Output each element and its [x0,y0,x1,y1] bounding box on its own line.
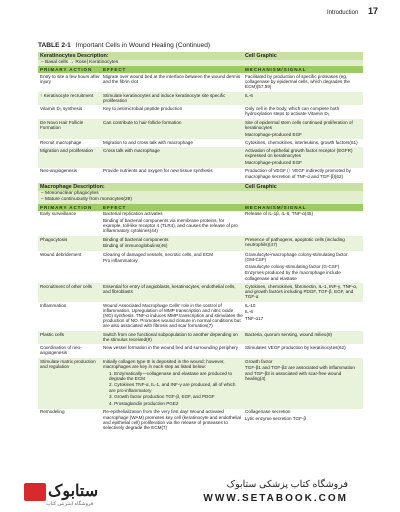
effect-cell-text: 2. Cytokines TNF-α, IL-1, and INF-γ are produced, all of which are pro-inflammatory [109,382,236,393]
mechanism-cell [245,93,361,105]
logo-text: ستابوک [48,483,99,500]
table-row [38,251,363,283]
mechanism-cell-text: TNF-α17 [245,315,264,321]
mechanism-cell-text: Presence of pathogens, apoptotic cells (including neutrophils)(47) [245,236,345,247]
mechanism-cell-text: IL-6 [245,92,253,98]
action-cell [40,359,103,408]
action-cell-text: Remodeling [40,409,65,415]
section-header-macrophage [38,183,363,191]
table-row [38,331,363,345]
effect-cell [103,211,245,235]
column-header-action: PRIMARY ACTION [40,204,93,210]
action-cell-text: De Novo Hair Follicle Formation [40,119,84,130]
effect-cell-text: New vessel formation in the wound bed and surrounding periphery [103,345,239,351]
effect-cell [103,168,245,180]
table-row [38,147,363,167]
effect-cell-text: Provide nutrients and oxygen for new tissue synthesis [103,168,213,174]
mechanism-cell [245,409,361,431]
section-subtitle: – Basal cells → Rose| Keratinocytes [38,60,363,66]
effect-cell [103,345,245,357]
column-header-action: PRIMARY ACTION [40,67,93,73]
effect-cell-text: Stimulate keratinocytes and induce keratinocyte site specific proliferation [103,92,226,103]
logo-mark-icon [24,483,46,501]
action-cell [40,332,103,344]
effect-cell-text: Bacterial replication activates [103,211,163,217]
table-row [38,344,363,358]
effect-cell-text: Key to antimicrobial peptide production [103,106,183,112]
cell-graphic-label: Cell Graphic [245,184,277,191]
action-cell [40,140,103,147]
table-row [38,119,363,139]
mechanism-cell-text: IL-10 [245,302,256,308]
action-cell-text: Recruit macrophage [40,139,82,145]
effect-cell-text: 4. Prostaglandin production PGE2 [109,401,179,407]
macrophage-rows [38,211,363,433]
action-cell-text: Wound debridement [40,251,82,257]
effect-cell [103,74,245,91]
action-cell-text: Early surveillance [40,211,76,217]
action-cell [40,409,103,431]
action-cell-text: Phagocytosis [40,236,68,242]
cell-graphic-label: Cell Graphic [245,53,277,59]
page-number: 17 [367,6,378,16]
action-cell-text: Neo-angiogenesis [40,168,78,174]
action-cell-text: Coordination of neo-angiogenesis [40,345,82,356]
action-cell-text: Entry to site a few hours after injury [40,74,100,85]
action-cell-text: Stimulate matrix production and regulation [40,358,96,369]
effect-cell [103,106,245,118]
effect-cell [103,120,245,139]
effect-cell-text: Re-epithelialization from the very first day! Wound activated macrophage (WAM) promotes key cell (keratinocyte and endothelial and epithelial cell) proliferation via the release of proteases to selectively degrade the ECM(7) [103,409,241,430]
mechanism-cell [245,303,361,331]
section-heading: Macrophage Description: [40,184,105,191]
logo-tagline: فروشگاه اینترنتی کتاب [46,501,94,507]
section-subtitle: – Mononuclear phagocytes [38,191,363,197]
column-header-row [38,66,363,73]
table-row [38,73,363,92]
action-cell-text: ↑ Keratinocyte recruitment [40,92,94,98]
mechanism-cell [245,211,361,235]
action-cell [40,284,103,301]
running-header [327,6,378,16]
setabook-logo[interactable] [24,479,102,509]
mechanism-cell [245,345,361,357]
mechanism-cell-text: TGF-β1 and TGF-β2 are associated with inflammation and TGF-β3 is associated with scar-free wound healing(4) [245,365,355,381]
section-title: Introduction [326,10,359,16]
section-subtitle: – Mature continuously from monocytes(29) [38,197,363,203]
mechanism-cell-text: Activation of epithelial growth factor receptor (EGFR) expressed on keratinocytes [245,148,353,159]
mechanism-cell-text: Facilitated by production of specific proteases (eg, collagenase by epidermal cells, which degrades the ECM)(57,59) [245,74,350,90]
effect-cell-text: Binding of bacterial components via membrane proteins, for example, toll-like receptor 4 (TLR4), and causes the release of pro inflammatory cytokines(44) [103,218,238,234]
action-cell [40,106,103,118]
effect-cell-text: 1. Enzymatically—collagenase and elastase are produced to degrade the ECM [109,370,233,381]
effect-cell-text: Can contribute to hair follicle formation [103,119,182,125]
mechanism-cell [245,332,361,344]
effect-cell [103,359,245,408]
effect-cell [103,252,245,283]
action-cell [40,211,103,235]
mechanism-cell-text: Stimulates VEGF production by keratinocytes(62) [245,345,346,351]
action-cell-text: Vitamin D₃ synthesis [40,106,83,112]
table-row [38,105,363,119]
column-header-effect: EFFECT [103,67,127,73]
action-cell [40,237,103,250]
mechanism-cell [245,237,361,250]
effect-cell [103,237,245,250]
column-header-effect: EFFECT [103,204,127,210]
site-url[interactable]: WWW.SETABOOK.COM [203,493,348,504]
effect-cell [103,140,245,147]
effect-cell-text: Initially collagen type III is deposited in the wound; however, macrophages are key in each step as listed below: [103,358,225,369]
mechanism-cell-text: Growth factor [245,358,273,364]
effect-cell [103,409,245,431]
effect-cell-text: Switch from one functional subpopulation to another depending on the stimulus received(9) [103,331,238,342]
column-header-mechanism: MECHANISM/SIGNAL [245,204,307,210]
mechanism-cell [245,148,361,167]
action-cell [40,168,103,180]
mechanism-cell-text: Macrophage-produced EGF [245,160,302,166]
table-row [38,409,363,433]
action-cell [40,252,103,283]
column-header-mechanism: MECHANISM/SIGNAL [245,67,307,73]
action-cell [40,148,103,167]
table-row [38,302,363,331]
table-row [38,358,363,409]
mechanism-cell-text: Lytic enzyme secretion TGF-β [245,416,307,422]
table-row [38,211,363,236]
mechanism-cell-text: Enzymes produced by the macrophage include collagenase and elastase [245,270,341,281]
mechanism-cell-text: Production of VEGF (↑ VEGF indirectly promoted by macrophage secretion of TNF-α and TGF-β)(62) [245,168,351,179]
effect-cell-text: Pro inflammatory [103,258,138,264]
table-title: Important Cells in Wound Healing (Continued) [75,42,211,49]
mechanism-cell-text: Cytokines, chemokines, fibronectin, IL-1, INF-γ, TNF-α, and growth factors including PDGF, TGF-β, EGF, and TGF-α [245,283,358,300]
mechanism-cell-text: Bacteria, quorum sensing, wound milieu(8) [245,331,333,337]
effect-cell [103,303,245,331]
mechanism-cell-text: Collagenase secretion [245,409,291,415]
mechanism-cell [245,168,361,180]
table-caption [38,42,210,49]
action-cell-text: Plastic cells [40,331,64,337]
mechanism-cell-text: Cytokines, chemokines, interleukins, growth factors(61) [245,139,358,145]
action-cell-text: Recruitment of other cells [40,283,93,289]
table-row [38,139,363,147]
mechanism-cell-text: Granulocyte colony-stimulating factor (G-CSF) [245,263,340,269]
site-name: فروشگاه کتاب پزشکی ستابوک [226,479,348,490]
section-heading: Keratinocytes Description: [40,53,109,59]
mechanism-cell [245,359,361,408]
table-row [38,236,363,251]
effect-cell [103,332,245,344]
effect-cell-text: 3. Growth factor production TGF-β, EGF, and PDGF [109,394,215,400]
action-cell [40,74,103,91]
section-header-keratinocytes [38,52,363,60]
table-row [38,92,363,106]
effect-cell-text: Cross talk with macrophage [103,148,160,154]
action-cell-text: Migration and proliferation [40,148,94,154]
effect-cell-text: Migrate over wound bed at the interface between the wound dermis and the fibrin clot [103,74,241,85]
effect-cell-text: Migration to and cross talk with macrophage [103,139,193,145]
mechanism-cell [245,120,361,139]
effect-cell-text: Binding of bacterial components [103,236,169,242]
column-header-row [38,204,363,211]
keratinocyte-rows [38,73,363,181]
action-cell [40,303,103,331]
action-cell [40,93,103,105]
mechanism-cell-text: Release of IL-1β, IL-6, TNF-α(45) [245,211,314,217]
table-label: TABLE 2-1 [38,42,71,49]
action-cell [40,120,103,139]
effect-cell-text: Wound Associated Macrophage Cells' role in the control of inflammation. Upregulation of MMP transcription and nitric oxide (NO) synthesis. TNF-α induces MMP transcription and stimulates the production of NO. Promotes wound closure in normal conditions but are also associated with fibrosis and scar formation(7) [103,302,243,329]
effect-cell [103,93,245,105]
table-row [38,283,363,302]
effect-cell [103,148,245,167]
mechanism-cell [245,252,361,283]
table-row [38,168,363,182]
mechanism-cell [245,74,361,91]
mechanism-cell [245,140,361,147]
effect-cell-text: Binding of immunoglobulins(46) [103,243,168,249]
effect-cell [103,284,245,301]
mechanism-cell-text: IL-6 [245,309,253,315]
mechanism-cell [245,284,361,301]
action-cell [40,345,103,357]
effect-cell-text: Essential for entry of angioblasts, keratinocytes, endothelial cells, and fibroblasts [103,283,236,295]
cells-table [38,52,363,432]
mechanism-cell-text: Site of epidermal stem cells continued proliferation of keratinocytes [245,119,353,130]
action-cell-text: Inflammation [40,302,67,308]
mechanism-cell-text: Granulocyte-macrophage colony-stimulating factor (GM-CSF) [245,251,348,262]
effect-cell-text: Clearing of damaged vessels, necrotic cells, and ECM [103,251,214,257]
mechanism-cell [245,106,361,118]
mechanism-cell-text: Macrophage-produced EGF [245,131,302,137]
mechanism-cell-text: Only cell in the body, which can complete both hydroxylation steps to activate Vitamin D₃ [245,106,340,117]
footer-banner [0,476,400,512]
